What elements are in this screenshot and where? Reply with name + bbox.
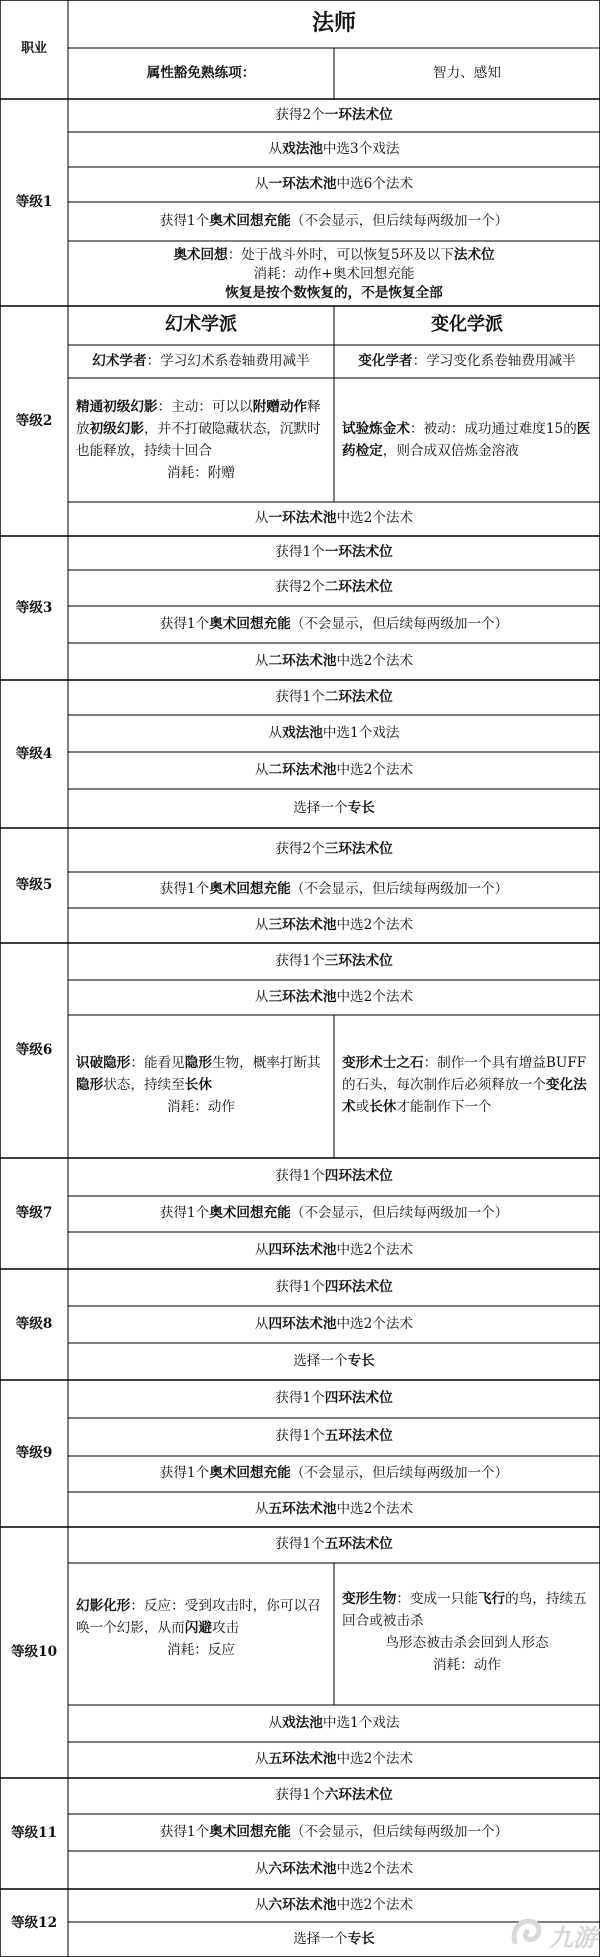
school-a-ability (76, 396, 326, 484)
row-text (68, 1390, 600, 1407)
rich-text-span: 从 (254, 916, 269, 933)
description-line (68, 246, 600, 265)
rich-text-span: 中选2个法术 (336, 1861, 414, 1877)
level-label: 等级11 (10, 1825, 58, 1842)
rich-text-span: 奥术回想充能 (209, 1205, 291, 1221)
row-text (68, 841, 600, 858)
row-text (68, 989, 600, 1006)
row-text (68, 1715, 600, 1732)
row-text (68, 1242, 600, 1259)
row-text (68, 107, 600, 124)
rich-text-span: 医药检定 (342, 421, 591, 459)
rich-text-span: ：制作一个具有增益BUFF的石头，每次制作后必须释放一个 (342, 1055, 587, 1093)
rich-text-span: 中选2个法术 (336, 1500, 414, 1517)
rich-text-span: （不会显示，但后续每两级加一个） (290, 212, 509, 229)
row-text (68, 1316, 600, 1333)
row-text (68, 1861, 600, 1878)
rich-text-span: 奥术回想 (173, 247, 228, 263)
rich-text-span: 中选2个法术 (336, 1315, 414, 1332)
school-a-ability (76, 1595, 326, 1661)
arcane-recovery-cell (68, 246, 600, 303)
rich-text-span: 二环法术位 (324, 688, 393, 705)
rich-text-span: 中选2个法术 (336, 510, 414, 526)
rich-text-span: （不会显示，但后续每两级加一个） (290, 881, 509, 897)
rich-text-span: 从 (254, 652, 269, 669)
rich-text-span: 中选3个戏法 (322, 140, 400, 157)
rich-text-span: 五环法术位 (324, 1428, 393, 1444)
rich-text-span: 一环法术池 (268, 510, 337, 526)
row-text (68, 616, 600, 633)
rich-text-span: 二环法术池 (268, 761, 337, 778)
watermark (505, 1908, 600, 1957)
row-text (68, 1205, 600, 1222)
row-text (68, 953, 600, 970)
ability-note: 鸟形态被击杀会回到人形态 (385, 1635, 549, 1651)
rich-text-span: 变化法术 (342, 1077, 587, 1115)
rich-text-span: 获得2个 (275, 579, 325, 595)
rich-text-span: 一环法术位 (324, 106, 393, 123)
rich-text-span: 获得1个 (275, 1168, 325, 1184)
rich-text-span: 从 (254, 510, 269, 526)
school-a-feature (68, 353, 334, 370)
rich-text-span: 隐形 (76, 1077, 104, 1093)
ability-cost: 消耗：动作 (167, 1099, 235, 1115)
column-label-cell: 职业 (20, 41, 47, 57)
rich-text-span: 中选1个戏法 (322, 724, 400, 741)
rich-text-span: 中选2个法术 (336, 1751, 414, 1767)
rich-text-span: 获得1个 (159, 1205, 210, 1221)
rich-text-span: 飞行 (477, 1591, 506, 1607)
rich-text-span: 选择一个 (293, 1930, 348, 1947)
rich-text-span: 二环法术位 (324, 579, 393, 595)
level-label: 等级8 (15, 1316, 53, 1333)
school-a-ability (76, 1052, 326, 1118)
rich-text-span: 从 (254, 761, 269, 778)
rich-text-span: 六环法术池 (268, 1861, 337, 1877)
rich-text-span: 恢复是按个数恢复的，不是恢复全部 (225, 285, 443, 301)
rich-text-span: 中选1个戏法 (322, 1714, 400, 1731)
rich-text-span: 奥术回想充能 (209, 212, 291, 229)
rich-text-span: 戏法池 (282, 1714, 323, 1731)
level-label: 等级9 (15, 1445, 53, 1462)
rich-text-span: 获得1个 (275, 1536, 325, 1552)
rich-text-span: 戏法池 (282, 724, 323, 741)
rich-text-span: 闪避 (184, 1620, 212, 1636)
row-text (68, 653, 600, 670)
rich-text-span: 三环法术池 (268, 916, 337, 933)
level-label: 等级5 (15, 877, 53, 894)
rich-text-span: 试验炼金术 (342, 421, 410, 437)
rich-text-span: 获得1个 (159, 881, 210, 897)
school-b-ability (342, 1588, 592, 1676)
level-label: 等级6 (15, 1042, 53, 1059)
rich-text-span: 或 (355, 1099, 370, 1115)
rich-text-span: 识破隐形 (76, 1055, 131, 1071)
rich-text-span: 中选2个法术 (336, 1241, 414, 1258)
rich-text-span: 四环法术位 (324, 1390, 393, 1406)
rich-text-span: 法术位 (453, 247, 495, 263)
rich-text-span: 获得1个 (159, 212, 210, 229)
rich-text-span: 变形生物 (342, 1591, 397, 1607)
school-b-title: 变化学派 (431, 314, 503, 336)
rich-text-span: 释放 (76, 399, 321, 437)
rich-text-span: 获得2个 (275, 106, 325, 123)
rich-text-span: 三环法术位 (324, 841, 393, 857)
rich-text-span: 三环法术位 (324, 952, 393, 969)
rich-text-span: ：处于战斗外时，可以恢复5环及以下 (227, 247, 454, 263)
rich-text-span: 六环法术池 (268, 1896, 337, 1913)
rich-text-span: 从 (254, 1861, 269, 1877)
rich-text-span: 获得1个 (275, 544, 325, 560)
attribute-value: 智力、感知 (433, 65, 501, 82)
row-text (68, 1824, 600, 1841)
row-text (68, 725, 600, 742)
rich-text-span: 从 (268, 140, 283, 157)
rich-text-span: 四环法术位 (324, 1278, 393, 1295)
rich-text-span: 四环法术池 (268, 1241, 337, 1258)
rich-text-span: 从 (254, 1315, 269, 1332)
row-text (68, 689, 600, 706)
rich-text-span: 中选2个法术 (336, 652, 414, 669)
rich-text-span: ：被动：成功通过难度15的 (409, 421, 577, 437)
rich-text-span: 奥术回想充能 (209, 615, 291, 632)
rich-text-span: ，并不打破隐藏状态，沉默时也能释放，持续十回合 (76, 421, 321, 459)
row-text (68, 881, 600, 898)
rich-text-span: 三环法术池 (268, 988, 337, 1005)
rich-text-span: 幻影化形 (76, 1598, 131, 1614)
row-text (68, 213, 600, 230)
rich-text-span: 从 (254, 175, 269, 192)
class-title: 法师 (311, 10, 356, 37)
rich-text-span: 生物，概率打断其 (211, 1055, 321, 1071)
row-text (68, 1279, 600, 1296)
rich-text-span: 奥术回想充能 (209, 1465, 291, 1481)
rich-text-span: 一环法术位 (324, 544, 393, 560)
row-text (68, 1787, 600, 1804)
rich-text-span: 从 (254, 1896, 269, 1913)
row-text (68, 1501, 600, 1518)
school-b-ability (342, 1052, 592, 1118)
rich-text-span: 专长 (347, 1352, 375, 1369)
level-label: 等级1 (15, 194, 53, 211)
rich-text-span: 五环法术位 (324, 1536, 393, 1552)
rich-text-span: 奥术回想充能 (209, 881, 291, 897)
rich-text-span: 变化学者 (358, 352, 413, 369)
rich-text-span: 获得1个 (275, 688, 325, 705)
row-text (68, 579, 600, 596)
rich-text-span: 选择一个 (293, 799, 348, 816)
watermark-logo-icon (507, 1912, 547, 1952)
rich-text-span: 精通初级幻影 (76, 399, 158, 415)
rich-text-span: ：能看见 (130, 1055, 185, 1071)
row-text (68, 1751, 600, 1768)
level-label: 等级4 (15, 745, 53, 762)
rich-text-span: 状态，持续至 (103, 1077, 185, 1093)
rich-text-span: 从 (254, 1500, 269, 1517)
rich-text-span: 中选2个法术 (336, 1896, 414, 1913)
rich-text-span: 初级幻影 (89, 421, 144, 437)
level-label: 等级10 (10, 1644, 58, 1661)
row-text (68, 544, 600, 561)
row-text (68, 510, 600, 527)
rich-text-span: 的鸟，持续五回合或被击杀 (342, 1591, 587, 1629)
rich-text-span: 获得1个 (275, 1428, 325, 1444)
rich-text-span: 从 (254, 1241, 269, 1258)
school-b-feature (334, 353, 600, 370)
rich-text-span: ：变成一只能 (396, 1591, 478, 1607)
rich-text-span: 获得1个 (275, 1787, 325, 1803)
row-text (68, 800, 600, 817)
rich-text-span: 五环法术池 (268, 1500, 337, 1517)
rich-text-span: 专长 (347, 799, 375, 816)
rich-text-span: （不会显示，但后续每两级加一个） (290, 615, 509, 632)
rich-text-span: 获得1个 (275, 1390, 325, 1406)
rich-text-span: （不会显示，但后续每两级加一个） (290, 1205, 509, 1221)
watermark-text: 九游 (549, 1924, 597, 1952)
rich-text-span: 四环法术池 (268, 1315, 337, 1332)
rich-text-span: 隐形 (184, 1055, 212, 1071)
ability-cost: 消耗：动作 (433, 1657, 501, 1673)
rich-text-span: 一环法术池 (268, 175, 337, 192)
row-text (68, 1536, 600, 1553)
row-text (68, 141, 600, 158)
rich-text-span: 幻术学者 (92, 352, 147, 369)
rich-text-span: 从 (254, 1751, 269, 1767)
attribute-label: 属性豁免熟练项： (146, 65, 256, 82)
level-label: 等级7 (15, 1205, 53, 1222)
rich-text-span: （不会显示，但后续每两级加一个） (290, 1823, 509, 1840)
rich-text-span: 六环法术位 (324, 1787, 393, 1803)
rich-text-span: 才能制作下一个 (396, 1099, 492, 1115)
rich-text-span: 从 (268, 724, 283, 741)
row-text (68, 1168, 600, 1185)
rich-text-span: 中选2个法术 (336, 916, 414, 933)
rich-text-span: 二环法术池 (268, 652, 337, 669)
row-text (68, 1428, 600, 1445)
rich-text-span: 专长 (347, 1930, 375, 1947)
rich-text-span: 获得2个 (275, 841, 325, 857)
row-text (68, 176, 600, 193)
rich-text-span: ：学习幻术系卷轴费用减半 (146, 352, 310, 369)
rich-text-span: 获得1个 (275, 952, 325, 969)
rich-text-span: 消耗：动作+奥术回想充能 (253, 266, 415, 282)
row-text (68, 1465, 600, 1482)
rich-text-span: 五环法术池 (268, 1751, 337, 1767)
rich-text-span: 选择一个 (293, 1352, 348, 1369)
description-line (68, 284, 600, 303)
rich-text-span: 获得1个 (159, 1823, 210, 1840)
rich-text-span: 附赠动作 (252, 399, 308, 415)
row-text (68, 1353, 600, 1370)
rich-text-span: 戏法池 (282, 140, 323, 157)
rich-text-span: 中选6个法术 (336, 175, 414, 192)
row-text (68, 762, 600, 779)
school-a-title: 幻术学派 (165, 314, 237, 336)
rich-text-span: （不会显示，但后续每两级加一个） (290, 1465, 509, 1481)
ability-cost: 消耗：附赠 (167, 465, 235, 481)
level-label: 等级12 (10, 1914, 58, 1931)
rich-text-span: 中选2个法术 (336, 988, 414, 1005)
level-label: 等级3 (15, 599, 53, 616)
rich-text-span: ：反应：受到攻击时，你可以召唤一个幻影，从而 (76, 1598, 321, 1636)
row-text (68, 917, 600, 934)
rich-text-span: 长休 (369, 1099, 397, 1115)
rich-text-span: 奥术回想充能 (209, 1823, 291, 1840)
rich-text-span: 中选2个法术 (336, 761, 414, 778)
level-label: 等级2 (15, 412, 53, 429)
rich-text-span: 从 (254, 988, 269, 1005)
rich-text-span: 变形术士之石 (342, 1055, 424, 1071)
rich-text-span: ：学习变化系卷轴费用减半 (412, 352, 576, 369)
rich-text-span: 获得1个 (275, 1278, 325, 1295)
ability-cost: 消耗：反应 (167, 1642, 235, 1658)
rich-text-span: 获得1个 (159, 1465, 210, 1481)
rich-text-span: 获得1个 (159, 615, 210, 632)
rich-text-span: 四环法术位 (324, 1168, 393, 1184)
rich-text-span: ：主动：可以以 (157, 399, 253, 415)
school-b-ability (342, 418, 592, 462)
rich-text-span: 从 (268, 1714, 283, 1731)
rich-text-span: ，则合成双倍炼金溶液 (382, 443, 519, 459)
rich-text-span: 长休 (184, 1077, 212, 1093)
description-line (68, 265, 600, 284)
rich-text-span: 攻击 (211, 1620, 240, 1636)
